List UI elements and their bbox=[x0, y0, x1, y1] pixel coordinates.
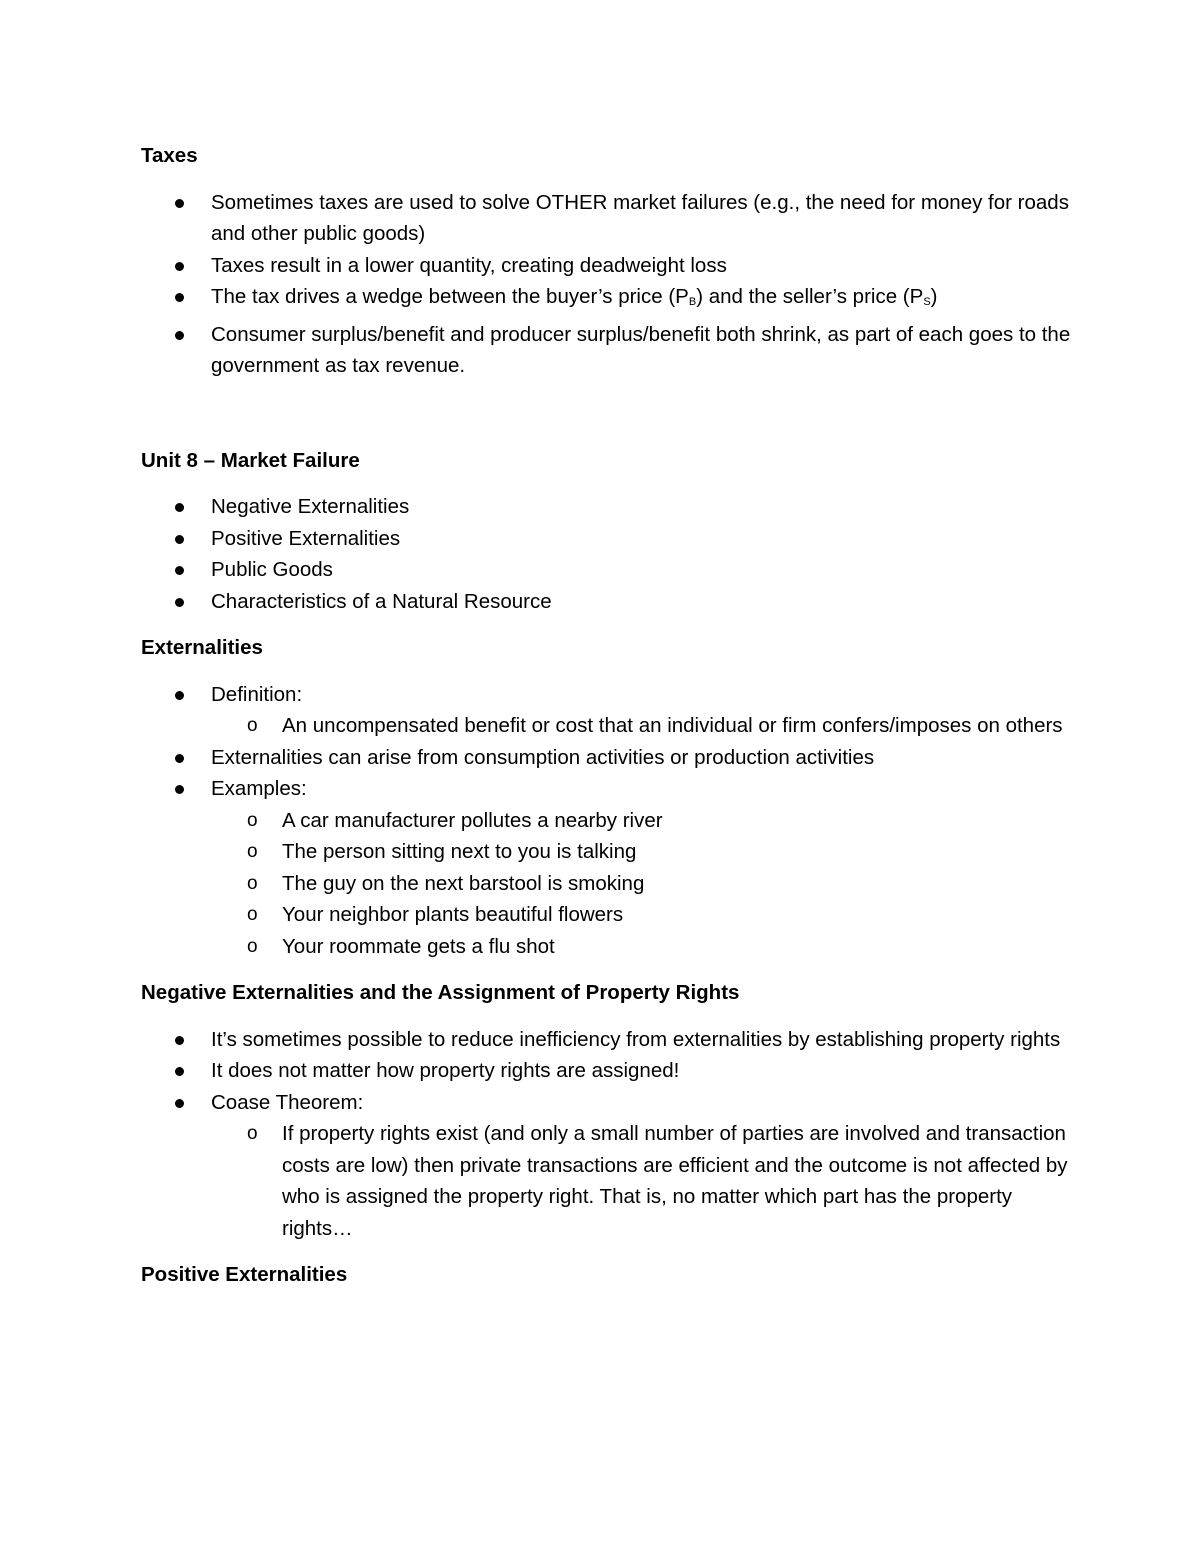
sub-list-item bbox=[211, 805, 1081, 837]
list-item bbox=[141, 523, 1081, 555]
heading-externalities: Externalities bbox=[141, 636, 263, 659]
circle-bullet-icon: o bbox=[247, 809, 258, 831]
bullet-icon bbox=[175, 535, 184, 544]
bullet-icon bbox=[175, 262, 184, 271]
list-item-text: Characteristics of a Natural Resource bbox=[211, 589, 552, 613]
bullet-icon bbox=[175, 1036, 184, 1045]
list-item bbox=[141, 773, 1081, 962]
bullet-icon bbox=[175, 1067, 184, 1076]
externalities-list bbox=[141, 679, 1081, 963]
list-item-text: It’s sometimes possible to reduce inefficiency from externalities by establishing property rights bbox=[211, 1027, 1061, 1051]
list-item bbox=[141, 1055, 1081, 1087]
bullet-icon bbox=[175, 598, 184, 607]
coase-text: If property rights exist (and only a small number of parties are involved and transaction costs are low) then private transactions are efficient and the outcome is not affected by who is assigned the property right. That is, no matter which part has the property rights… bbox=[282, 1122, 1068, 1240]
heading-unit-8: Unit 8 – Market Failure bbox=[141, 448, 360, 472]
tax-wedge-text bbox=[211, 285, 937, 308]
circle-bullet-icon: o bbox=[247, 935, 258, 957]
example-text: Your roommate gets a flu shot bbox=[282, 934, 555, 958]
document-page bbox=[141, 140, 1081, 1291]
definition-text: An uncompensated benefit or cost that an individual or firm confers/imposes on others bbox=[282, 714, 1063, 737]
sub-list-item bbox=[211, 899, 1081, 931]
examples-sublist bbox=[211, 805, 1081, 963]
sub-list-item bbox=[211, 931, 1081, 963]
list-item bbox=[141, 586, 1081, 618]
sub-list-item bbox=[211, 710, 1081, 742]
text-fragment: The tax drives a wedge between the buyer’s price (P bbox=[211, 285, 689, 308]
definition-label: Definition: bbox=[211, 682, 303, 706]
heading-property-rights: Negative Externalities and the Assignment of Property Rights bbox=[141, 981, 740, 1004]
property-rights-list bbox=[141, 1024, 1081, 1245]
spacer bbox=[141, 962, 1081, 977]
bullet-icon bbox=[175, 331, 184, 340]
definition-sublist bbox=[211, 710, 1081, 742]
bullet-icon bbox=[175, 503, 184, 512]
list-item bbox=[141, 1087, 1081, 1245]
heading-positive-externalities: Positive Externalities bbox=[141, 1263, 348, 1286]
list-item-text: Positive Externalities bbox=[211, 526, 401, 550]
list-item bbox=[141, 250, 1081, 282]
bullet-icon bbox=[175, 1099, 184, 1108]
coase-sublist bbox=[211, 1118, 1081, 1244]
bullet-icon bbox=[175, 785, 184, 794]
bullet-icon bbox=[175, 199, 184, 208]
list-item bbox=[141, 491, 1081, 523]
heading-taxes: Taxes bbox=[141, 144, 198, 167]
sub-list-item bbox=[211, 836, 1081, 868]
circle-bullet-icon: o bbox=[247, 715, 258, 736]
example-text: A car manufacturer pollutes a nearby river bbox=[282, 808, 663, 832]
list-item bbox=[141, 187, 1081, 250]
circle-bullet-icon: o bbox=[247, 904, 258, 925]
spacer bbox=[141, 617, 1081, 632]
circle-bullet-icon: o bbox=[247, 1123, 258, 1144]
coase-label: Coase Theorem: bbox=[211, 1090, 364, 1114]
text-fragment: ) bbox=[930, 285, 938, 308]
spacer bbox=[141, 1244, 1081, 1259]
list-item-text: Externalities can arise from consumption activities or production activities bbox=[211, 745, 875, 769]
bullet-icon bbox=[175, 566, 184, 575]
list-item-text: Sometimes taxes are used to solve OTHER market failures (e.g., the need for money for roads and other public goods) bbox=[211, 190, 1069, 245]
sub-list-item bbox=[211, 1118, 1081, 1244]
list-item bbox=[141, 1024, 1081, 1056]
list-item bbox=[141, 319, 1081, 382]
examples-label: Examples: bbox=[211, 777, 307, 800]
example-text: Your neighbor plants beautiful flowers bbox=[282, 903, 624, 926]
text-fragment: ) and the seller’s price (P bbox=[696, 285, 924, 308]
example-text: The guy on the next barstool is smoking bbox=[282, 871, 645, 895]
list-item-text: It does not matter how property rights are assigned! bbox=[211, 1059, 680, 1082]
sub-list-item bbox=[211, 868, 1081, 900]
unit-8-list bbox=[141, 491, 1081, 617]
subscript-b: B bbox=[688, 296, 697, 308]
circle-bullet-icon: o bbox=[247, 872, 258, 894]
bullet-icon bbox=[175, 293, 184, 302]
list-item bbox=[141, 281, 1081, 319]
bullet-icon bbox=[175, 691, 184, 700]
list-item bbox=[141, 554, 1081, 586]
list-item-text: Public Goods bbox=[211, 558, 333, 581]
list-item-text: Consumer surplus/benefit and producer surplus/benefit both shrink, as part of each goes to the government as tax revenue. bbox=[211, 322, 1071, 377]
list-item bbox=[141, 679, 1081, 742]
list-item bbox=[141, 742, 1081, 774]
bullet-icon bbox=[175, 754, 184, 763]
subscript-s: S bbox=[923, 296, 931, 308]
list-item-text: Negative Externalities bbox=[211, 495, 410, 518]
circle-bullet-icon: o bbox=[247, 841, 258, 862]
spacer bbox=[141, 382, 1081, 445]
taxes-list bbox=[141, 187, 1081, 382]
example-text: The person sitting next to you is talking bbox=[282, 840, 637, 863]
list-item-text: Taxes result in a lower quantity, creating deadweight loss bbox=[211, 253, 727, 277]
